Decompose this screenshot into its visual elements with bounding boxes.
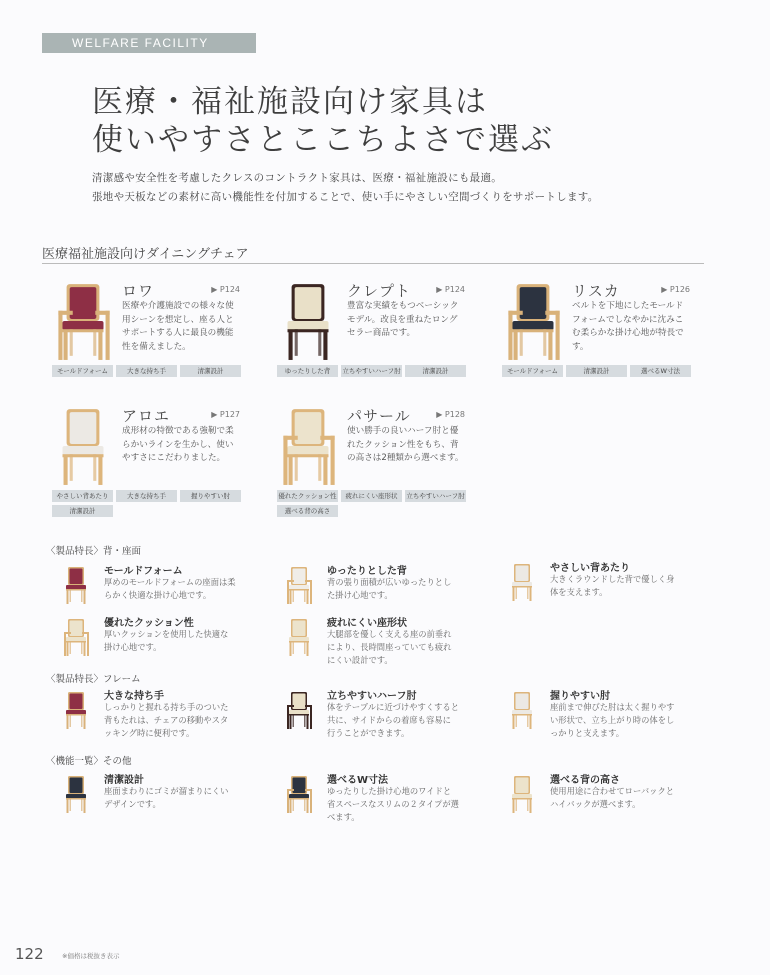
feature-item [52, 565, 267, 615]
product-description: 成形材の特徴である強靭で柔らかいラインを生かし、使いやすさにこだわりました。 [122, 426, 234, 463]
section-divider [42, 263, 704, 264]
feature-tags [277, 490, 467, 517]
feature-tag: 立ちやすいハーフ肘 [342, 367, 401, 375]
product-description: 使い勝手の良いハーフ肘と優れたクッション性をもち、背の高さは2種類から選べます。 [347, 426, 464, 463]
feature-title: モールドフォーム [104, 566, 183, 577]
feature-description: 厚めのモールドフォームの座面は柔らかく快適な掛け心地です。 [104, 577, 236, 600]
feature-description: ゆったりした掛け心地のワイドと省スペースなスリムの２タイプが選べます。 [327, 786, 459, 822]
price-note: ※価格は税抜き表示 [62, 952, 120, 960]
chair-image [52, 280, 114, 362]
intro-line-2: 張地や天板などの素材に高い機能性を付加することで、使い手にやさしい空間づくりをサポートします。 [92, 191, 599, 203]
feature-tag: モールドフォーム [52, 365, 113, 377]
feature-item [498, 562, 713, 612]
feature-chair-image [498, 774, 546, 814]
page-reference-link[interactable]: ▶ P124 [436, 285, 465, 294]
feature-tag: 選べるW寸法 [630, 365, 691, 377]
feature-tag: ゆったりした背 [277, 365, 338, 377]
product-card[interactable] [275, 280, 490, 400]
page-reference-link[interactable]: ▶ P126 [661, 285, 690, 294]
feature-chair-image [52, 565, 100, 605]
feature-tag: 清潔設計 [566, 365, 627, 377]
feature-title: 選べるW寸法 [327, 775, 389, 786]
feature-tags [52, 490, 242, 517]
intro-line-1: 清潔感や安全性を考慮したクレスのコントラクト家具は、医療・福祉施設にも最適。 [92, 172, 503, 184]
feature-tag: 清潔設計 [52, 505, 113, 517]
feature-title: 優れたクッション性 [104, 618, 194, 629]
feature-item [52, 774, 267, 824]
feature-chair-image [275, 690, 323, 730]
feature-description: 大腿部を優しく支える座の前垂れにより、長時間座っていても疲れにくい設計です。 [327, 629, 452, 665]
feature-item [275, 565, 490, 615]
feature-group-label: 〈製品特長〉フレーム [46, 674, 141, 685]
feature-tags [52, 365, 242, 377]
feature-tags [502, 365, 692, 377]
product-name: アロエ [122, 407, 171, 425]
chair-image [277, 405, 339, 487]
product-name: リスカ [572, 282, 620, 300]
chair-image [277, 280, 339, 362]
product-name: パサール [347, 407, 411, 425]
product-description: 豊富な実績をもつベーシックモデル。改良を重ねたロングセラー商品です。 [347, 301, 459, 338]
feature-title: 疲れにくい座形状 [327, 618, 407, 629]
page-title-line-1: 医療・福祉施設向け家具は [92, 84, 488, 120]
feature-chair-image [498, 690, 546, 730]
feature-item [52, 617, 267, 667]
feature-chair-image [275, 617, 323, 657]
feature-chair-image [52, 690, 100, 730]
feature-title: 清潔設計 [104, 775, 144, 786]
product-name: クレプト [347, 282, 412, 300]
feature-item [498, 690, 713, 740]
feature-description: 座前まで伸びた肘は太く握りやすい形状で、立ち上がり時の体をしっかりと支えます。 [550, 702, 675, 738]
product-card[interactable] [275, 405, 490, 525]
feature-tags [277, 365, 467, 377]
feature-description: 座面まわりにゴミが溜まりにくいデザインです。 [104, 786, 229, 809]
feature-title: ゆったりとした背 [327, 566, 407, 577]
feature-chair-image [52, 774, 100, 814]
feature-tag: 清潔設計 [180, 365, 241, 377]
product-description: 医療や介護施設での様々な使用シーンを想定し、座る人とサポートする人に最良の機能性を備えました。 [122, 301, 234, 352]
feature-tag: 握りやすい肘 [180, 490, 241, 502]
feature-tag: 大きな持ち手 [116, 365, 177, 377]
page-reference-link[interactable]: ▶ P124 [211, 285, 240, 294]
product-card[interactable] [500, 280, 715, 400]
page-reference-link[interactable]: ▶ P128 [436, 410, 465, 419]
feature-title: 選べる背の高さ [550, 775, 620, 786]
feature-tag: 清潔設計 [405, 365, 466, 377]
feature-item [52, 690, 267, 740]
page-number: 122 [15, 945, 44, 963]
feature-description: 使用用途に合わせてローバックとハイバックが選べます。 [550, 786, 675, 809]
product-card[interactable] [50, 405, 265, 525]
feature-description: 背の張り面積が広いゆったりとした掛け心地です。 [327, 577, 452, 600]
page-title-line-2: 使いやすさとここちよさで選ぶ [92, 122, 554, 158]
feature-item [275, 690, 490, 740]
product-description: ベルトを下地にしたモールドフォームでしなやかに沈みこむ柔らかな掛け心地が特長です。 [572, 301, 684, 352]
feature-tag: やさしい背あたり [52, 490, 113, 502]
page-reference-link[interactable]: ▶ P127 [211, 410, 240, 419]
feature-chair-image [52, 617, 100, 657]
feature-tag: 疲れにくい座形状 [341, 490, 402, 502]
feature-title: 握りやすい肘 [550, 691, 610, 702]
feature-item [275, 617, 490, 667]
feature-title: やさしい背あたり [550, 563, 630, 574]
product-name: ロワ [122, 282, 155, 300]
feature-tag: 優れたクッション性 [278, 492, 337, 500]
section-title: 医療福祉施設向けダイニングチェア [42, 247, 249, 262]
feature-title: 立ちやすいハーフ肘 [327, 691, 417, 702]
feature-tag: 立ちやすいハーフ肘 [406, 492, 465, 500]
feature-chair-image [275, 774, 323, 814]
feature-description: 体をテーブルに近づけやすくすると共に、サイドからの着席も容易に行うことができます。 [327, 702, 460, 738]
feature-group-label: 〈機能一覧〉その他 [46, 756, 132, 767]
feature-tag: モールドフォーム [502, 365, 563, 377]
feature-group-label: 〈製品特長〉背・座面 [46, 546, 142, 557]
chair-image [502, 280, 564, 362]
feature-chair-image [498, 562, 546, 602]
feature-description: 厚いクッションを使用した快適な掛け心地です。 [104, 629, 229, 652]
feature-item [275, 774, 490, 824]
feature-description: 大きくラウンドした背で優しく身体を支えます。 [550, 574, 675, 597]
feature-title: 大きな持ち手 [104, 691, 164, 702]
feature-tag: 大きな持ち手 [116, 490, 177, 502]
chair-image [52, 405, 114, 487]
feature-chair-image [275, 565, 323, 605]
product-card[interactable] [50, 280, 265, 400]
feature-tag: 選べる背の高さ [277, 505, 338, 517]
category-band: WELFARE FACILITY [42, 33, 256, 53]
feature-item [498, 774, 713, 824]
feature-description: しっかりと握れる持ち手のついた背もたれは、チェアの移動やスタッキング時に便利です。 [104, 702, 229, 738]
